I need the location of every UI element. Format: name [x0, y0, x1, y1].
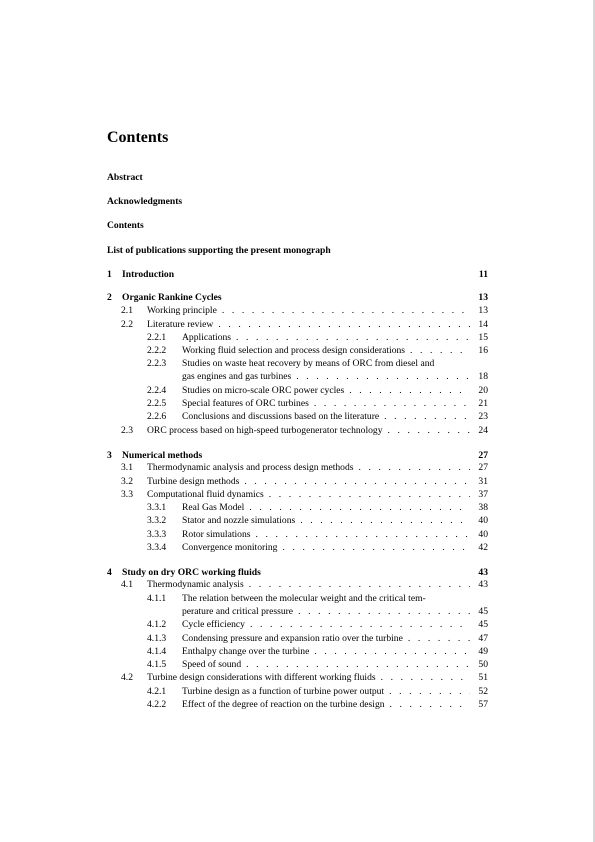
- toc-entry-row: [107, 659, 488, 671]
- toc-entry-page: 23: [478, 411, 488, 422]
- toc-entry-title-text: Rotor simulations . . .: [182, 529, 470, 540]
- toc-entry-page: 40: [478, 529, 488, 540]
- toc-entry-title: [122, 450, 202, 462]
- toc-entry-page: 47: [478, 633, 488, 644]
- toc-entry-title-text: Applications . . .: [182, 332, 470, 343]
- toc-entry-title-text: Working fluid selection and process design considerations . . .: [182, 345, 470, 356]
- toc-entry-number: 3.3.4: [147, 542, 167, 553]
- toc-entry-row: [107, 619, 488, 631]
- toc-chapter-row: [107, 292, 488, 304]
- toc-entry-title-text: Convergence monitoring . . .: [182, 542, 470, 553]
- toc-entry-number: 4.2.1: [147, 686, 167, 697]
- toc-entry-page: 31: [478, 476, 488, 487]
- toc-entry-page: 52: [478, 686, 488, 697]
- toc-entry-title: [182, 619, 470, 631]
- toc-entry-row: [107, 371, 488, 383]
- toc-entry-page: 57: [478, 699, 488, 710]
- toc-entry-number: 4.1.5: [147, 659, 167, 670]
- toc-entry-title: [182, 542, 470, 554]
- toc-entry-title-text: Introduction: [122, 269, 175, 280]
- toc-entry-title-text: Conclusions and discussions based on the literature . . .: [182, 411, 470, 422]
- toc-entry-row: [107, 489, 488, 501]
- toc-entry-title: [182, 502, 470, 514]
- toc-entry-page: 21: [478, 398, 488, 409]
- toc-entry-title-text: The relation between the molecular weight and the critical tem-: [182, 593, 426, 604]
- toc-entry-row: [107, 462, 488, 474]
- toc-entry-title-text: Studies on micro-scale ORC power cycles . . .: [182, 385, 470, 396]
- toc-entry-number: 3.3: [121, 489, 133, 500]
- toc-entry-title: [182, 606, 470, 618]
- toc-entry-number: 2.2.5: [147, 398, 167, 409]
- toc-entry-number: 2.2.6: [147, 411, 167, 422]
- toc-entry-row: [107, 332, 488, 344]
- toc-entry-title-text: Studies on waste heat recovery by means of ORC from diesel and: [182, 358, 435, 369]
- toc-entry-number: 2: [107, 292, 112, 303]
- toc-entry-title-text: Study on dry ORC working fluids: [122, 567, 261, 578]
- toc-entry-title-text: Effect of the degree of reaction on the turbine design . . .: [182, 699, 470, 710]
- toc-entry-number: 4.1.1: [147, 593, 167, 604]
- toc-entry-title: [147, 425, 470, 437]
- toc-entry-number: 3.1: [121, 462, 133, 473]
- toc-entry-title: [182, 332, 470, 344]
- toc-entry-number: 4.1.3: [147, 633, 167, 644]
- toc-entry-title: [182, 345, 470, 357]
- toc-entry-row: [107, 593, 488, 605]
- toc-entry-number: 2.2.3: [147, 358, 167, 369]
- toc-entry-title: [182, 699, 470, 711]
- toc-entry-title: [182, 659, 470, 671]
- toc-entry-row: [107, 699, 488, 711]
- toc-entry-number: 3.3.1: [147, 502, 167, 513]
- toc-entry-title-text: perature and critical pressure . . .: [182, 606, 470, 617]
- toc-entry-title: [147, 305, 470, 317]
- toc-entry-title: [147, 579, 470, 591]
- toc-entry-title: [182, 385, 470, 397]
- toc-entry-number: 4.2: [121, 672, 133, 683]
- toc-entry-title-text: ORC process based on high-speed turbogenerator technology . . .: [147, 425, 470, 436]
- table-of-contents: [107, 0, 488, 842]
- toc-entry-row: [107, 398, 488, 410]
- toc-entry-page: 45: [478, 606, 488, 617]
- toc-entry-title: [147, 489, 470, 501]
- front-item-acknowledgments: Acknowledgments: [107, 196, 183, 207]
- toc-entry-number: 4: [107, 567, 112, 578]
- toc-entry-page: 42: [478, 542, 488, 553]
- toc-entry-row: [107, 411, 488, 423]
- toc-entry-title-text: Special features of ORC turbines . . .: [182, 398, 470, 409]
- toc-entry-title-text: Cycle efficiency . . .: [182, 619, 470, 630]
- toc-entry-number: 3.3.3: [147, 529, 167, 540]
- toc-entry-title: [182, 411, 470, 423]
- toc-entry-title-text: Thermodynamic analysis and process design methods . . .: [147, 462, 470, 473]
- toc-entry-title: [182, 515, 470, 527]
- toc-entry-title-text: Organic Rankine Cycles: [122, 292, 222, 303]
- toc-entry-number: 1: [107, 269, 112, 280]
- toc-entry-title: [182, 529, 470, 541]
- toc-entry-row: [107, 672, 488, 684]
- toc-entry-number: 4.2.2: [147, 699, 167, 710]
- toc-entry-row: [107, 646, 488, 658]
- toc-entry-number: 4.1.2: [147, 619, 167, 630]
- toc-entry-page: 27: [478, 462, 488, 473]
- toc-entry-title-text: Speed of sound . . .: [182, 659, 470, 670]
- toc-entry-title: [182, 646, 470, 658]
- toc-entry-title: [147, 672, 470, 684]
- toc-entry-title: [122, 567, 261, 579]
- toc-entry-title: [182, 686, 470, 698]
- toc-entry-number: 3.2: [121, 476, 133, 487]
- toc-chapter-row: [107, 450, 488, 462]
- toc-entry-page: 51: [478, 672, 488, 683]
- toc-entry-title-text: Literature review . . .: [147, 319, 470, 330]
- toc-entry-page: 20: [478, 385, 488, 396]
- toc-entry-row: [107, 633, 488, 645]
- toc-entry-title: [182, 398, 470, 410]
- toc-entry-title-text: Working principle . . .: [147, 305, 470, 316]
- toc-entry-title: [182, 358, 470, 370]
- toc-entry-number: 4.1.4: [147, 646, 167, 657]
- toc-entry-title-text: Thermodynamic analysis . . .: [147, 579, 470, 590]
- toc-entry-title: [182, 593, 470, 605]
- toc-entry-title-text: Turbine design as a function of turbine power output . . .: [182, 686, 470, 697]
- toc-entry-title-text: Turbine design considerations with different working fluids . . .: [147, 672, 470, 683]
- toc-entry-title: [182, 633, 470, 645]
- toc-entry-page: 43: [478, 579, 488, 590]
- toc-entry-page: 14: [478, 319, 488, 330]
- toc-entry-row: [107, 358, 488, 370]
- toc-chapter-row: [107, 567, 488, 579]
- toc-entry-title-text: Enthalpy change over the turbine . . .: [182, 646, 470, 657]
- toc-entry-title: [122, 292, 222, 304]
- toc-entry-title-text: Stator and nozzle simulations . . .: [182, 515, 470, 526]
- toc-entry-row: [107, 305, 488, 317]
- toc-entry-title: [182, 371, 470, 383]
- toc-entry-number: 3.3.2: [147, 515, 167, 526]
- toc-entry-page: 45: [478, 619, 488, 630]
- toc-entry-number: 2.1: [121, 305, 133, 316]
- toc-entry-number: 2.2.1: [147, 332, 167, 343]
- front-item-publications: List of publications supporting the present monograph: [107, 245, 331, 256]
- toc-entry-row: [107, 345, 488, 357]
- toc-entry-page: 11: [478, 269, 488, 280]
- toc-entry-number: 4.1: [121, 579, 133, 590]
- front-item-abstract: Abstract: [107, 172, 143, 183]
- toc-entry-row: [107, 606, 488, 618]
- toc-entry-page: 24: [478, 425, 488, 436]
- toc-entry-title: [122, 269, 174, 281]
- front-item-contents: Contents: [107, 220, 144, 231]
- toc-entry-title-text: Computational fluid dynamics . . .: [147, 489, 470, 500]
- toc-entry-row: [107, 502, 488, 514]
- toc-entry-page: 16: [478, 345, 488, 356]
- toc-entry-page: 37: [478, 489, 488, 500]
- toc-entry-row: [107, 579, 488, 591]
- toc-entry-row: [107, 529, 488, 541]
- toc-entry-title: [147, 476, 470, 488]
- toc-entry-title-text: Numerical methods: [122, 450, 203, 461]
- toc-entry-row: [107, 686, 488, 698]
- toc-entry-title-text: Real Gas Model . . .: [182, 502, 470, 513]
- toc-entry-title: [147, 319, 470, 331]
- toc-entry-title: [147, 462, 470, 474]
- toc-entry-page: 43: [478, 567, 488, 578]
- toc-entry-row: [107, 319, 488, 331]
- toc-entry-page: 49: [478, 646, 488, 657]
- toc-entry-row: [107, 385, 488, 397]
- toc-entry-row: [107, 425, 488, 437]
- toc-entry-number: 2.2: [121, 319, 133, 330]
- toc-entry-row: [107, 515, 488, 527]
- toc-entry-title-text: gas engines and gas turbines . . .: [182, 371, 470, 382]
- toc-entry-number: 2.2.4: [147, 385, 167, 396]
- toc-chapter-row: [107, 269, 488, 281]
- toc-entry-title-text: Turbine design methods . . .: [147, 476, 470, 487]
- toc-entry-page: 15: [478, 332, 488, 343]
- toc-entry-number: 3: [107, 450, 112, 461]
- page-title: Contents: [107, 129, 169, 146]
- toc-entry-number: 2.3: [121, 425, 133, 436]
- toc-entry-page: 13: [478, 292, 488, 303]
- toc-entry-row: [107, 476, 488, 488]
- toc-entry-page: 18: [478, 371, 488, 382]
- toc-entry-title-text: Condensing pressure and expansion ratio over the turbine . . .: [182, 633, 470, 644]
- toc-entry-page: 38: [478, 502, 488, 513]
- toc-entry-row: [107, 542, 488, 554]
- toc-entry-page: 40: [478, 515, 488, 526]
- toc-entry-page: 50: [478, 659, 488, 670]
- toc-entry-number: 2.2.2: [147, 345, 167, 356]
- toc-entry-page: 13: [478, 305, 488, 316]
- toc-entry-page: 27: [478, 450, 488, 461]
